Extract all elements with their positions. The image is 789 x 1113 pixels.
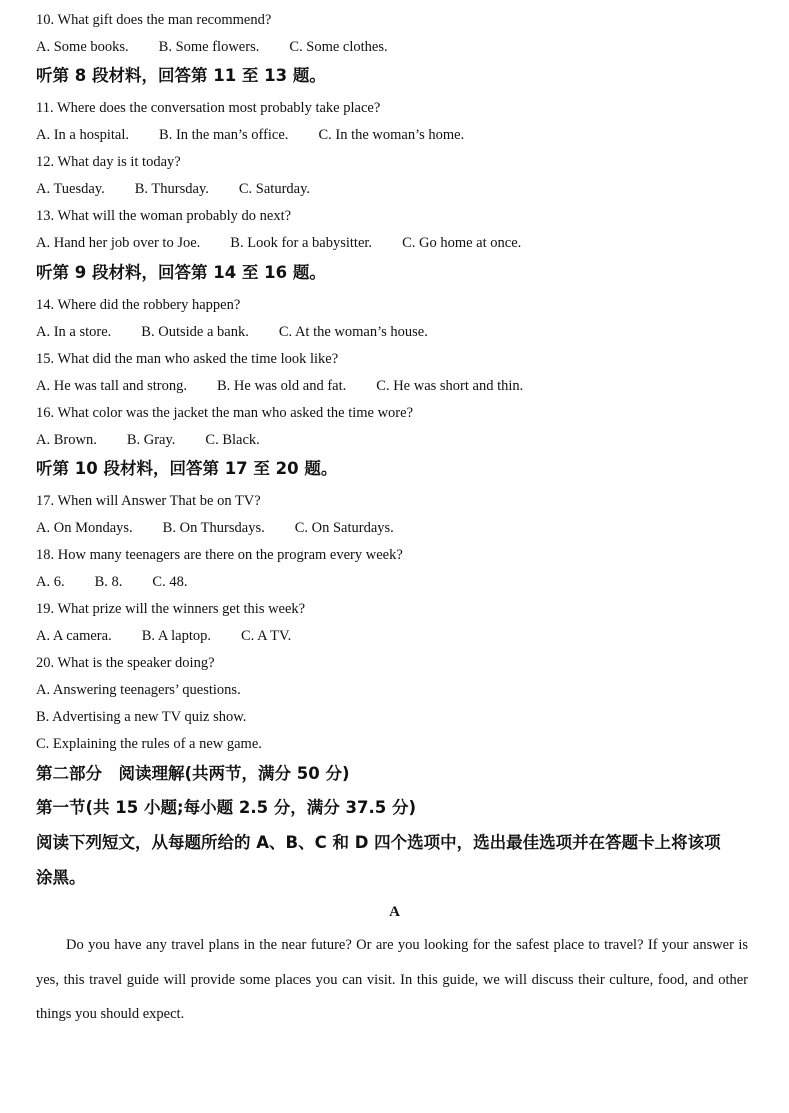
- option-a: A. On Mondays.: [36, 520, 133, 536]
- option-b: B. Outside a bank.: [141, 324, 249, 340]
- option-b: B. In the man’s office.: [159, 127, 289, 143]
- option-a: A. Brown.: [36, 432, 97, 448]
- option-b: B. Thursday.: [134, 181, 209, 197]
- option-a: A. He was tall and strong.: [36, 378, 188, 394]
- option-a: A. Hand her job over to Joe.: [36, 235, 201, 251]
- question-13-options: [36, 234, 521, 252]
- question-11-options: [36, 126, 464, 144]
- option-b: B. On Thursdays.: [162, 520, 265, 536]
- question-11: 11. Where does the conversation most probably take place?: [36, 100, 381, 116]
- question-18-options: [36, 573, 187, 591]
- option-c: C. In the woman’s home.: [318, 127, 465, 143]
- question-20-option-b: B. Advertising a new TV quiz show.: [36, 709, 247, 725]
- part-2-title: 第二部分 阅读理解(共两节，满分 50 分): [36, 764, 350, 783]
- question-14-options: [36, 323, 428, 341]
- question-10: 10. What gift does the man recommend?: [36, 12, 272, 28]
- option-a: A. In a store.: [36, 324, 112, 340]
- question-19: 19. What prize will the winners get this week?: [36, 601, 306, 617]
- option-c: C. Saturday.: [238, 181, 311, 197]
- section-8-heading: 听第 8 段材料，回答第 11 至 13 题。: [36, 66, 326, 85]
- option-c: C. 48.: [152, 574, 188, 590]
- option-a: A. 6.: [36, 574, 65, 590]
- option-c: C. Black.: [205, 432, 260, 448]
- question-12-options: [36, 180, 310, 198]
- question-18: 18. How many teenagers are there on the program every week?: [36, 547, 403, 563]
- option-c: C. Go home at once.: [402, 235, 522, 251]
- question-16-options: [36, 431, 260, 449]
- question-20-option-c: C. Explaining the rules of a new game.: [36, 736, 262, 752]
- question-15-options: [36, 377, 523, 395]
- question-19-options: [36, 627, 291, 645]
- option-a: A. Some books.: [36, 39, 129, 55]
- question-17: 17. When will Answer That be on TV?: [36, 493, 261, 509]
- instruction-line-2: 涂黑。: [36, 868, 86, 887]
- question-20-option-a: A. Answering teenagers’ questions.: [36, 682, 241, 698]
- option-a: A. A camera.: [36, 628, 112, 644]
- question-12: 12. What day is it today?: [36, 154, 181, 170]
- question-17-options: [36, 519, 394, 537]
- instruction-line-1: 阅读下列短文，从每题所给的 A、B、C 和 D 四个选项中，选出最佳选项并在答题卡上将该项: [36, 833, 721, 852]
- option-a: A. Tuesday.: [36, 181, 105, 197]
- section-9-heading: 听第 9 段材料，回答第 14 至 16 题。: [36, 263, 326, 282]
- question-16: 16. What color was the jacket the man who asked the time wore?: [36, 405, 414, 421]
- option-c: C. He was short and thin.: [376, 378, 524, 394]
- option-c: C. Some clothes.: [289, 39, 388, 55]
- passage-paragraph: Do you have any travel plans in the near future? Or are you looking for the safest place to travel? If your answer is yes, this travel guide will provide some places you can visit. In this guide, we will discuss their culture, food, and other things you should expect.: [36, 937, 748, 1022]
- option-b: B. Look for a babysitter.: [230, 235, 373, 251]
- question-14: 14. Where did the robbery happen?: [36, 297, 241, 313]
- question-10-options: [36, 38, 388, 56]
- option-c: C. At the woman’s house.: [278, 324, 428, 340]
- option-b: B. He was old and fat.: [217, 378, 347, 394]
- passage-label: A: [389, 904, 400, 920]
- question-15: 15. What did the man who asked the time look like?: [36, 351, 339, 367]
- option-c: C. A TV.: [241, 628, 292, 644]
- section-10-heading: 听第 10 段材料，回答第 17 至 20 题。: [36, 459, 338, 478]
- option-a: A. In a hospital.: [36, 127, 130, 143]
- question-20: 20. What is the speaker doing?: [36, 655, 215, 671]
- option-b: B. Some flowers.: [158, 39, 260, 55]
- question-13: 13. What will the woman probably do next?: [36, 208, 292, 224]
- option-b: B. A laptop.: [141, 628, 211, 644]
- option-b: B. Gray.: [126, 432, 176, 448]
- section-1-title: 第一节(共 15 小题;每小题 2.5 分，满分 37.5 分): [36, 798, 417, 817]
- option-c: C. On Saturdays.: [294, 520, 394, 536]
- option-b: B. 8.: [94, 574, 123, 590]
